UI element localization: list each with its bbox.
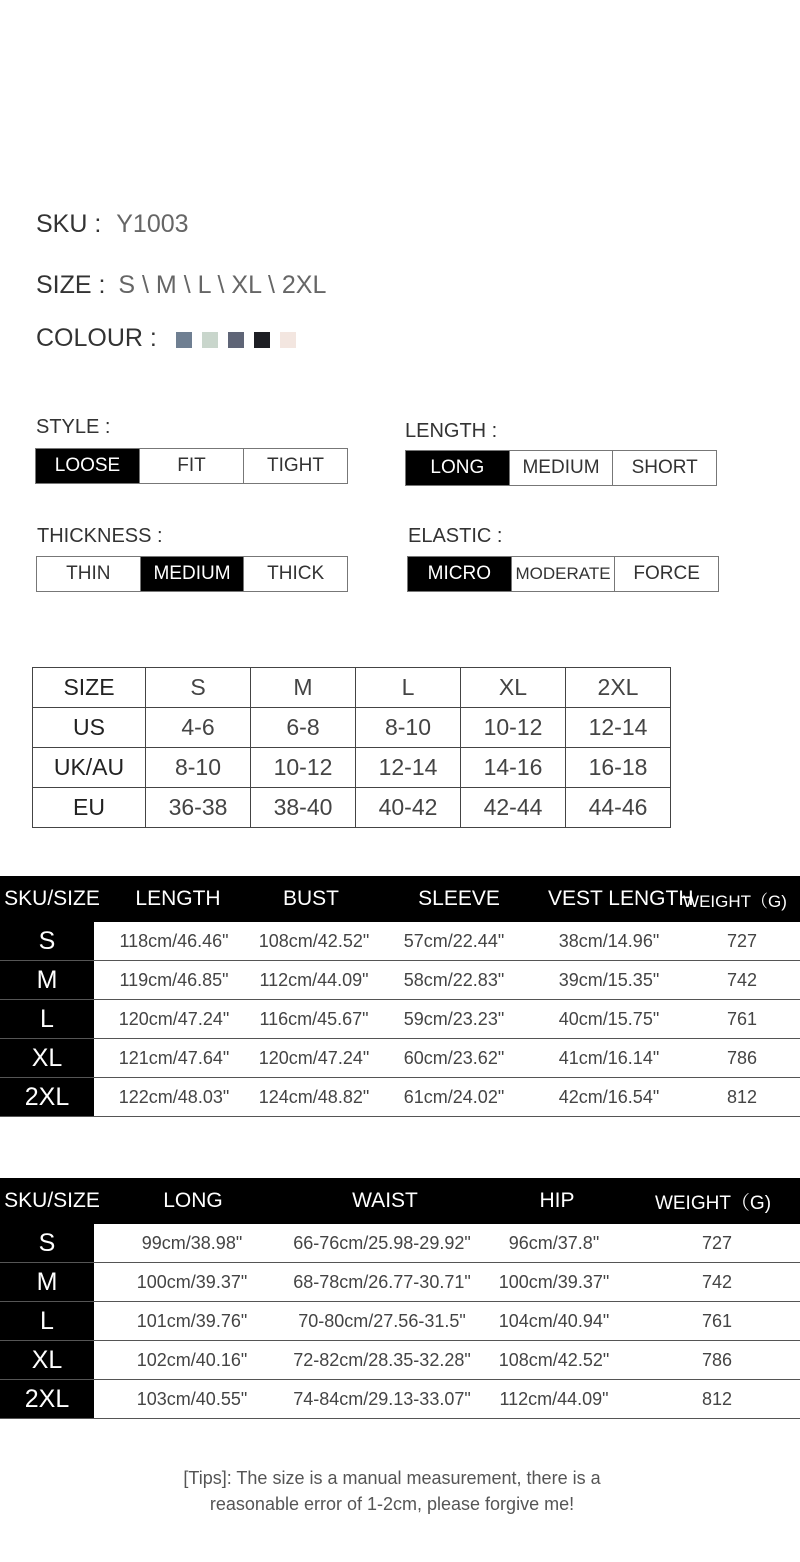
style-option[interactable]: TIGHT [243,449,347,483]
table-cell: 108cm/42.52" [498,1349,610,1370]
table-cell: 103cm/40.55" [136,1388,248,1409]
table-cell: 742 [701,1271,733,1292]
table-row [33,668,671,708]
table-cell: 2XL [566,668,671,708]
table-cell: 61cm/24.02" [403,1086,505,1107]
table-cell: 41cm/16.14" [558,1047,660,1068]
table-row [0,1302,800,1341]
table-cell: 104cm/40.94" [498,1310,610,1331]
table-row [0,922,800,961]
table-cell: 8-10 [356,708,461,748]
table-cell: EU [33,788,146,828]
size-value: S \ M \ L \ XL \ 2XL [118,271,327,299]
size-cell: S [0,1224,94,1262]
header-cell: LENGTH [135,887,221,910]
table-row [33,708,671,748]
header-cell: WEIGHT（G) [654,1192,772,1214]
table-cell: 727 [701,1232,733,1253]
table-cell: 42-44 [461,788,566,828]
size-cell: 2XL [0,1380,94,1418]
colour-label: COLOUR : [36,324,157,352]
sku-value: Y1003 [116,210,189,238]
thickness-option[interactable]: MEDIUM [140,557,244,591]
table-cell: 59cm/23.23" [403,1008,505,1029]
style-options [35,448,348,484]
header-cell: WAIST [352,1189,418,1212]
size-cell: XL [0,1341,94,1379]
table-cell: 58cm/22.83" [403,969,505,990]
table-cell: 12-14 [356,748,461,788]
table-cell: 40-42 [356,788,461,828]
table-cell: 36-38 [146,788,251,828]
table-header [0,1178,800,1224]
table-cell: 39cm/15.35" [558,969,660,990]
length-options [405,450,717,486]
table-cell: 742 [726,969,758,990]
table-cell: 66-76cm/25.98-29.92" [293,1232,471,1253]
table-cell: 108cm/42.52" [258,930,370,951]
tips-line: reasonable error of 1-2cm, please forgive me! [209,1494,575,1514]
thickness-option[interactable]: THICK [243,557,347,591]
table-cell: SIZE [33,668,146,708]
table-cell: 786 [726,1047,758,1068]
style-option[interactable]: LOOSE [36,449,139,483]
table-cell: 60cm/23.62" [403,1047,505,1068]
table-cell: 42cm/16.54" [558,1086,660,1107]
table-cell: 124cm/48.82" [258,1086,370,1107]
colour-swatch[interactable] [202,332,218,348]
elastic-option[interactable]: FORCE [614,557,718,591]
table-row [0,1341,800,1380]
table-row [0,961,800,1000]
table-row [0,1000,800,1039]
elastic-option[interactable]: MICRO [408,557,511,591]
colour-line [36,324,157,353]
header-cell: LONG [163,1189,223,1212]
table-cell: 40cm/15.75" [558,1008,660,1029]
thickness-options [36,556,348,592]
table-cell: 761 [726,1008,758,1029]
table-cell: 38-40 [251,788,356,828]
table-cell: 74-84cm/29.13-33.07" [293,1388,471,1409]
table-cell: 761 [701,1310,733,1331]
table-cell: 727 [726,930,758,951]
table-cell: 112cm/44.09" [499,1388,609,1409]
table-cell: 57cm/22.44" [403,930,505,951]
header-cell: BUST [282,887,339,910]
table-cell: XL [461,668,566,708]
table-cell: 10-12 [251,748,356,788]
colour-swatch[interactable] [280,332,296,348]
elastic-label: ELASTIC : [408,525,503,547]
table-cell: 812 [726,1086,758,1107]
table-cell: 8-10 [146,748,251,788]
table-cell: 44-46 [566,788,671,828]
table-cell: 12-14 [566,708,671,748]
thickness-option[interactable]: THIN [66,563,111,584]
table-cell: L [356,668,461,708]
colour-swatch[interactable] [254,332,270,348]
length-option[interactable]: LONG [406,451,509,485]
header-cell: VEST LENGTH [548,887,694,910]
thickness-label: THICKNESS : [37,525,163,547]
colour-swatch[interactable] [176,332,192,348]
table-row [33,748,671,788]
size-cell: L [0,1302,94,1340]
top-measurement-table [0,876,800,1117]
table-cell: 14-16 [461,748,566,788]
table-cell: 119cm/46.85" [119,969,229,990]
table-cell: 102cm/40.16" [136,1349,248,1370]
table-cell: 68-78cm/26.77-30.71" [293,1271,471,1292]
table-cell: 786 [701,1349,733,1370]
table-cell: 100cm/39.37" [498,1271,610,1292]
table-cell: 72-82cm/28.35-32.28" [293,1349,471,1370]
size-cell: M [0,1263,94,1301]
sku-line [36,210,189,239]
table-row [0,1224,800,1263]
table-row [0,1380,800,1419]
header-cell: SLEEVE [418,887,500,910]
length-option[interactable]: MEDIUM [509,451,613,485]
table-cell: US [33,708,146,748]
table-cell: 812 [701,1388,733,1409]
tips-note [0,1465,784,1517]
size-line [36,271,326,300]
table-cell: 112cm/44.09" [259,969,369,990]
size-label: SIZE : [36,271,106,299]
size-cell: L [0,1000,94,1038]
header-cell: SKU/SIZE [4,1189,100,1212]
elastic-option[interactable]: MODERATE [511,557,615,591]
colour-swatches [176,331,306,349]
table-cell: 6-8 [251,708,356,748]
length-label: LENGTH : [405,420,498,442]
table-cell: 118cm/46.46" [119,930,229,951]
bottom-measurement-table [0,1178,800,1419]
table-row [0,1039,800,1078]
sku-label: SKU : [36,210,102,238]
table-cell: 10-12 [461,708,566,748]
tips-line: [Tips]: The size is a manual measurement, there is a [183,1468,601,1488]
table-cell: 99cm/38.98" [141,1232,243,1253]
table-header [0,876,800,922]
style-label: STYLE : [36,416,111,438]
style-option[interactable]: FIT [139,449,243,483]
table-cell: 120cm/47.24" [258,1047,370,1068]
header-cell: WEIGHT（G) [683,891,787,911]
table-cell: 121cm/47.64" [118,1047,230,1068]
table-cell: M [251,668,356,708]
table-cell: 101cm/39.76" [136,1310,248,1331]
header-cell: SKU/SIZE [4,887,100,910]
size-cell: M [0,961,94,999]
table-cell: 96cm/37.8" [508,1232,600,1253]
table-row [0,1263,800,1302]
table-cell: 122cm/48.03" [118,1086,230,1107]
size-cell: 2XL [0,1078,94,1116]
size-conversion-table [32,667,671,828]
table-cell: 38cm/14.96" [558,930,660,951]
table-row [33,788,671,828]
table-cell: UK/AU [33,748,146,788]
header-cell: HIP [539,1189,575,1212]
table-cell: 100cm/39.37" [136,1271,248,1292]
table-cell: 70-80cm/27.56-31.5" [298,1310,466,1331]
table-cell: 4-6 [146,708,251,748]
table-row [0,1078,800,1117]
elastic-options [407,556,719,592]
table-cell: 16-18 [566,748,671,788]
table-cell: 120cm/47.24" [118,1008,230,1029]
size-cell: S [0,922,94,960]
table-cell: S [146,668,251,708]
size-cell: XL [0,1039,94,1077]
length-option[interactable]: SHORT [612,451,716,485]
colour-swatch[interactable] [228,332,244,348]
table-cell: 116cm/45.67" [259,1008,369,1029]
